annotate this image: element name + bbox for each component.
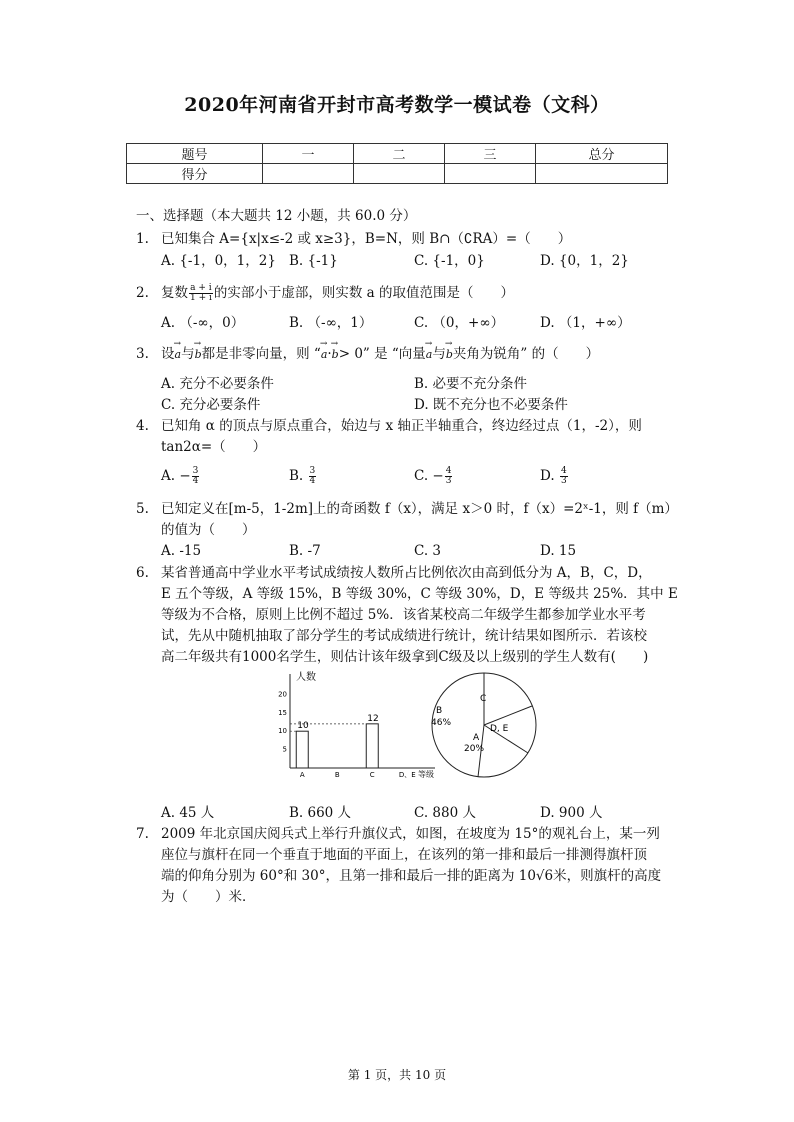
q3-seg: > 0” 是 “向量 [338, 346, 426, 362]
fraction-denominator: 3 [560, 476, 567, 486]
pie-slice-label: D, E [490, 724, 509, 734]
option-b: B. 必要不充分条件 [414, 376, 528, 392]
option-a: A. （-∞，0） [161, 315, 245, 331]
pie-divider [484, 706, 532, 725]
pie-slice-label: A [473, 733, 480, 743]
question-6-line: 等级为不合格，原则上比例不超过 5%．该省某校高二年级学生都参加学业水平考 [161, 607, 646, 623]
question-7-line: 座位与旗杆在同一个垂直于地面的平面上，在该列的第一排和最后一排测得旗杆顶 [161, 847, 647, 863]
option-b: B. -7 [289, 543, 321, 559]
score-cell [263, 164, 354, 184]
vector-a: → a [426, 345, 433, 365]
option-d: D. 既不充分也不必要条件 [414, 397, 568, 413]
y-tick-label: 10 [278, 727, 287, 736]
page-footer: 第 1 页，共 10 页 [347, 1068, 447, 1082]
question-6-line: 高二年级共有1000名学生，则估计该年级拿到C级及以上级别的学生人数有( ) [161, 649, 649, 665]
option-label: B. [289, 468, 308, 484]
x-tick-label: D、E [398, 771, 416, 779]
pie-slice-value: 20% [464, 744, 485, 754]
question-7-line: 为（ ）米． [161, 889, 256, 905]
fraction-numerator: 3 [309, 466, 316, 476]
option-d: D. 900 人 [540, 805, 603, 821]
option-b: B. （-∞，1） [289, 315, 373, 331]
score-table [126, 143, 668, 184]
score-table-header-row [127, 144, 668, 164]
x-tick-label: B [334, 771, 340, 779]
fraction [189, 284, 213, 303]
question-number: 5. [136, 501, 149, 517]
header-cell: 二 [354, 144, 445, 164]
header-cell: 题号 [127, 144, 263, 164]
y-tick-label: 15 [278, 708, 287, 717]
fraction-denominator: 4 [309, 476, 316, 486]
score-cell [536, 164, 668, 184]
fraction-numerator: 4 [445, 466, 452, 476]
question-6-line: 某省普通高中学业水平考试成绩按人数所占比例依次由高到低分为 A，B，C，D， [161, 565, 652, 581]
fraction-numerator: a + i [190, 283, 212, 293]
pie-slice-label: B [436, 706, 443, 716]
fraction-denominator: 4 [192, 476, 199, 486]
q2-post: 的实部小于虚部，则实数 a 的取值范围是（ ） [213, 285, 515, 301]
pie-slice-label: C [480, 694, 487, 704]
y-axis-label: 人数 [296, 672, 316, 683]
x-tick-label: C [369, 771, 375, 779]
option-c: C. {-1，0} [414, 253, 485, 269]
fraction [192, 467, 200, 486]
option-a [161, 466, 200, 486]
q3-seg: 都是非零向量，则 “ [201, 346, 321, 362]
question-6-line: E 五个等级，A 等级 15%，B 等级 30%，C 等级 30%，D，E 等级共 25%．其中 E [161, 586, 678, 602]
paper-title: 2020年河南省开封市高考数学一模试卷（文科） [184, 94, 610, 116]
q3-seg: 与 [432, 346, 446, 362]
score-cell [445, 164, 536, 184]
section-heading: 一、选择题（本大题共 12 小题，共 60.0 分） [136, 208, 417, 224]
fraction-denominator: 1 + i [190, 293, 212, 303]
option-c [414, 466, 453, 486]
y-tick-label: 20 [278, 690, 287, 699]
option-label: A. − [161, 468, 191, 484]
bar-data-label: 12 [367, 713, 379, 724]
bar [296, 731, 308, 768]
option-d [540, 466, 569, 486]
vector-a: → a [175, 345, 182, 365]
bar-data-label: 10 [297, 721, 309, 732]
fraction [309, 467, 317, 486]
question-number: 3. [136, 346, 149, 362]
option-c: C. （0，+∞） [414, 315, 505, 331]
fraction-numerator: 3 [192, 466, 199, 476]
score-table-score-row [127, 164, 668, 184]
question-2-text [161, 283, 514, 303]
option-a: A. -15 [161, 543, 202, 559]
x-tick-label: A [299, 771, 305, 779]
x-axis-label: 等级 [418, 770, 434, 779]
bar-chart [270, 668, 445, 783]
vector-a: → a [321, 345, 328, 365]
question-4-line: 已知角 α 的顶点与原点重合，始边与 x 轴正半轴重合，终边经过点（1，-2），则 [161, 418, 642, 434]
q3-seg: 设 [161, 346, 175, 362]
row-label: 得分 [127, 164, 263, 184]
option-c: C. 3 [414, 543, 442, 559]
option-c: C. 880 人 [414, 805, 476, 821]
fraction-denominator: 3 [445, 476, 452, 486]
pie-chart [420, 668, 550, 783]
vector-b: → b [446, 345, 453, 365]
fraction [445, 467, 453, 486]
header-cell: 总分 [536, 144, 668, 164]
option-a: A. {-1，0，1，2} [161, 253, 276, 269]
fraction [560, 467, 568, 486]
option-b: B. {-1} [289, 253, 338, 269]
question-6-line: 试，先从中随机抽取了部分学生的考试成绩进行统计，统计结果如图所示．若该校 [161, 628, 647, 644]
bar [366, 724, 378, 768]
question-number: 4. [136, 418, 149, 434]
question-7-line: 2009 年北京国庆阅兵式上举行升旗仪式，如图，在坡度为 15°的观礼台上，某一列 [161, 826, 660, 842]
option-d: D. {0，1，2} [540, 253, 629, 269]
option-label: C. − [414, 468, 444, 484]
y-tick-label: 5 [282, 745, 287, 754]
option-a: A. 充分不必要条件 [161, 376, 274, 392]
fraction-numerator: 4 [560, 466, 567, 476]
q2-pre: 复数 [161, 285, 188, 301]
question-number: 6. [136, 565, 149, 581]
question-number: 2. [136, 285, 149, 301]
header-cell: 一 [263, 144, 354, 164]
question-4-line: tan2α=（ ） [161, 439, 267, 455]
question-5-line: 的值为（ ） [161, 522, 256, 538]
q3-seg: 与 [181, 346, 195, 362]
pie-slice-value: 46% [431, 718, 452, 728]
option-d: D. 15 [540, 543, 577, 559]
option-d: D. （1，+∞） [540, 315, 631, 331]
option-a: A. 45 人 [161, 805, 215, 821]
vector-b: → b [195, 345, 202, 365]
question-5-line: 已知定义在[m-5，1-2m]上的奇函数 f（x），满足 x＞0 时，f（x）=2ˣ-1，则 f（m） [161, 501, 678, 517]
vector-b: → b [332, 345, 339, 365]
question-number: 7. [136, 826, 149, 842]
option-b [289, 466, 317, 486]
question-7-line: 端的仰角分别为 60°和 30°，且第一排和最后一排的距离为 10√6米，则旗杆的高度 [161, 868, 662, 884]
option-label: D. [540, 468, 559, 484]
question-number: 1. [136, 231, 149, 247]
score-cell [354, 164, 445, 184]
header-cell: 三 [445, 144, 536, 164]
question-3-text [161, 344, 599, 365]
q3-seg: · [327, 346, 332, 362]
option-c: C. 充分必要条件 [161, 397, 261, 413]
option-b: B. 660 人 [289, 805, 352, 821]
q3-seg: 夹角为锐角” 的（ ） [452, 346, 600, 362]
question-1-text: 已知集合 A={x|x≤-2 或 x≥3}，B=N，则 B∩（∁RA）=（ ） [161, 231, 572, 247]
